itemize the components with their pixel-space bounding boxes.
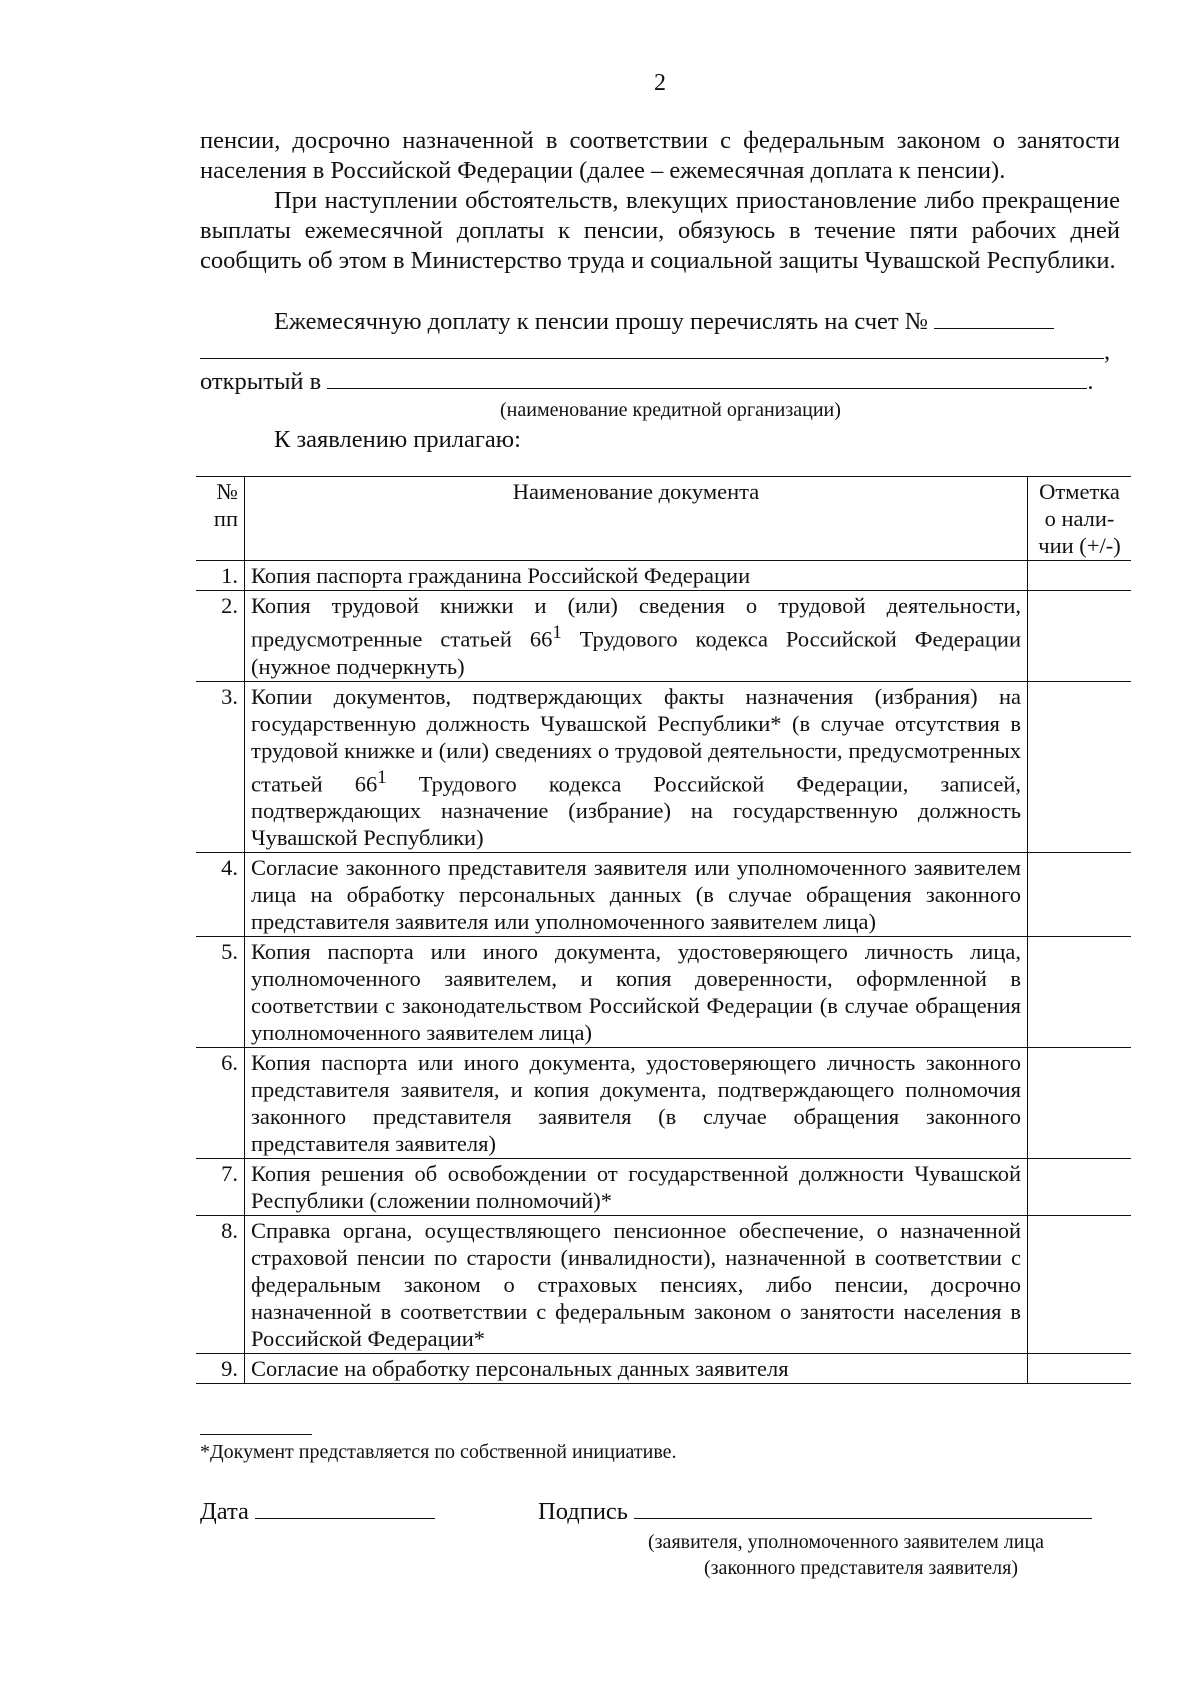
row-document: Копия паспорта или иного документа, удостоверяющего личность законного представителя заявителя, и копия документа, подтверждающего полномочия законного представителя заявителя (в случае обращения законного представителя заявителя)	[245, 1048, 1028, 1159]
row-mark-cell[interactable]	[1028, 1354, 1132, 1384]
superscript: 1	[552, 622, 562, 643]
row-mark-cell[interactable]	[1028, 853, 1132, 937]
row-mark-cell[interactable]	[1028, 1159, 1132, 1216]
header-mark-line1: Отметка	[1039, 479, 1120, 504]
attachments-table	[196, 476, 1131, 1384]
opened-in-label: открытый в	[200, 368, 322, 395]
bank-caption: (наименование кредитной организации)	[500, 399, 841, 421]
date-row	[200, 1496, 435, 1527]
row-number: 1.	[196, 561, 245, 591]
row-document	[245, 681, 1028, 853]
header-document-name: Наименование документа	[245, 477, 1028, 561]
header-number-line1: №	[216, 479, 238, 504]
table-row	[196, 561, 1131, 591]
row-document: Согласие законного представителя заявителя или уполномоченного заявителем лица на обработку персональных данных (в случае обращения законного представителя заявителя или уполномоченного заявителем лица)	[245, 853, 1028, 937]
row-document-text-a: Копии документов, подтверждающих факты назначения (избрания) на государственную должность Чувашской Республики* (в случае отсутствия в трудовой книжке и (или) сведениях о трудовой деятельности, предусмотренных статьей 66	[251, 683, 1021, 796]
footnote: *Документ представляется по собственной инициативе.	[200, 1441, 677, 1463]
paragraph-pension-continuation: пенсии, досрочно назначенной в соответствии с федеральным законом о занятости населения в Российской Федерации (далее – ежемесячная доплата к пенсии).	[200, 127, 1120, 184]
row-number: 9.	[196, 1354, 245, 1384]
table-row	[196, 937, 1131, 1048]
table-row	[196, 1216, 1131, 1354]
table-row	[196, 591, 1131, 682]
row-number: 8.	[196, 1216, 245, 1354]
superscript: 1	[377, 766, 387, 788]
signature-row	[538, 1496, 1092, 1527]
row-document: Согласие на обработку персональных данных заявителя	[245, 1354, 1028, 1384]
row-mark-cell[interactable]	[1028, 1048, 1132, 1159]
row-mark-cell[interactable]	[1028, 937, 1132, 1048]
row-mark-cell[interactable]	[1028, 681, 1132, 853]
bank-line	[200, 366, 1120, 397]
row-mark-cell[interactable]	[1028, 591, 1132, 682]
table-row	[196, 1354, 1131, 1384]
paragraph-obligation: При наступлении обстоятельств, влекущих приостановление либо прекращение выплаты ежемесячной доплаты к пенсии, обязуюсь в течение пяти рабочих дней сообщить об этом в Министерство труда и социальной защиты Чувашской Республики.	[200, 187, 1120, 274]
account-number-field[interactable]	[934, 306, 1054, 329]
row-document: Справка органа, осуществляющего пенсионное обеспечение, о назначенной страховой пенсии по старости (инвалидности), назначенной в соответствии с федеральным законом о страховых пенсиях, либо пенсии, досрочно назначенной в соответствии с федеральным законом о занятости населения в Российской Федерации*	[245, 1216, 1028, 1354]
table-row	[196, 681, 1131, 853]
signature-caption-line1: (заявителя, уполномоченного заявителем лица	[648, 1531, 1045, 1553]
row-document: Копия паспорта или иного документа, удостоверяющего личность лица, уполномоченного заявителем, и копия доверенности, оформленной в соответствии с законодательством Российской Федерации (в случае обращения уполномоченного заявителем лица)	[245, 937, 1028, 1048]
account-end-punctuation: ,	[1104, 338, 1111, 365]
header-mark	[1028, 477, 1132, 561]
row-number: 6.	[196, 1048, 245, 1159]
table-header-row	[196, 477, 1131, 561]
row-number: 2.	[196, 591, 245, 682]
row-number: 7.	[196, 1159, 245, 1216]
row-document: Копия решения об освобождении от государственной должности Чувашской Республики (сложении полномочий)*	[245, 1159, 1028, 1216]
table-row	[196, 1159, 1131, 1216]
row-document	[245, 591, 1028, 682]
account-request-text: Ежемесячную доплату к пенсии прошу перечислять на счет №	[274, 308, 929, 335]
bank-name-field[interactable]	[327, 366, 1087, 389]
bank-end-punctuation: .	[1087, 368, 1094, 395]
account-number-continuation	[200, 336, 1120, 367]
header-number-line2: пп	[213, 506, 238, 531]
signature-label: Подпись	[538, 1498, 628, 1525]
date-label: Дата	[200, 1498, 249, 1525]
header-mark-line2: о нали-	[1044, 506, 1115, 531]
header-mark-line3: чии (+/-)	[1038, 533, 1121, 558]
table-row	[196, 853, 1131, 937]
row-number: 3.	[196, 681, 245, 853]
header-number	[196, 477, 245, 561]
row-number: 5.	[196, 937, 245, 1048]
row-number: 4.	[196, 853, 245, 937]
date-field[interactable]	[255, 1496, 435, 1519]
account-number-field-continued[interactable]	[200, 336, 1104, 359]
attachments-heading: К заявлению прилагаю:	[274, 426, 521, 453]
page-number: 2	[654, 70, 666, 96]
row-mark-cell[interactable]	[1028, 1216, 1132, 1354]
row-document-text-b: Трудового кодекса Российской Федерации (нужное подчеркнуть)	[251, 626, 1021, 679]
footnote-separator	[200, 1434, 312, 1435]
row-document-text-b: Трудового кодекса Российской Федерации, записей, подтверждающих назначение (избрание) на государственную должность Чувашской Республики)	[251, 771, 1022, 850]
table-row	[196, 1048, 1131, 1159]
signature-field[interactable]	[634, 1496, 1092, 1519]
paragraph-account-request	[200, 306, 1120, 337]
row-mark-cell[interactable]	[1028, 561, 1132, 591]
signature-caption-line2: (законного представителя заявителя)	[704, 1557, 1019, 1579]
row-document-text-a: Копия трудовой книжки и (или) сведения о трудовой деятельности, предусмотренные статьей 66	[251, 593, 1021, 652]
row-document: Копия паспорта гражданина Российской Федерации	[245, 561, 1028, 591]
